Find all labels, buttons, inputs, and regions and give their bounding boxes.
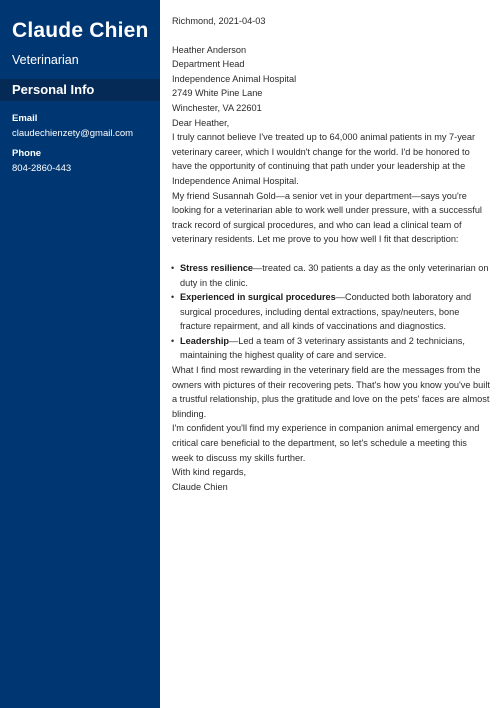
paragraph-2: My friend Susannah Gold—a senior vet in your department—says you're looking for a veterinarian able to work well under pressure, with a successful track record of surgical procedures, and who can lead a clinical team of veterinary residents. Let me prove to you how well I fit that description: (172, 190, 482, 245)
bullet-icon: • (171, 335, 175, 346)
email-value: claudechienzety@gmail.com (12, 128, 134, 139)
bullet-icon: • (171, 262, 175, 273)
recipient-block (172, 43, 490, 116)
qualifications-list (172, 261, 490, 363)
recipient-title: Department Head (172, 59, 245, 70)
sidebar (0, 0, 160, 708)
bullet-title: Leadership (180, 335, 230, 346)
bullet-text: —Conducted both laboratory and surgical procedures, including dental extractions, spay/neuters, bone fracture repairment, and all kinds of vaccinations and diagnostics. (180, 292, 472, 332)
list-item (172, 290, 490, 334)
bullet-title: Experienced in surgical procedures (180, 292, 336, 303)
phone-value: 804-2860-443 (12, 163, 72, 174)
job-title: Veterinarian (12, 53, 79, 67)
recipient-street: 2749 White Pine Lane (172, 88, 263, 99)
recipient-city: Winchester, VA 22601 (172, 102, 262, 113)
list-item (172, 261, 490, 290)
recipient-name: Heather Anderson (172, 44, 247, 55)
personal-info-heading: Personal Info (0, 79, 160, 101)
place-date: Richmond, 2021-04-03 (172, 16, 266, 26)
salutation: Dear Heather, (172, 117, 230, 128)
bullet-text: —Led a team of 3 veterinary assistants and 2 technicians, maintaining the highest quality of care and service. (180, 335, 465, 361)
list-item (172, 334, 490, 363)
paragraph-3: What I find most rewarding in the veterinary field are the messages from the owners with pictures of their recovering pets. That's how you know you've built a trustful relationship, plus the gratitude and love on the pets' faces are almost blinding. (172, 365, 490, 419)
bullet-icon: • (171, 292, 175, 303)
email-label: Email (12, 112, 38, 124)
candidate-name: Claude Chien (12, 19, 149, 42)
bullet-title: Stress resilience (180, 262, 254, 273)
signature: Claude Chien (172, 481, 228, 492)
letter-body (172, 14, 490, 494)
phone-label: Phone (12, 147, 42, 159)
bullet-text: —treated ca. 30 patients a day as the only veterinarian on duty in the clinic. (180, 262, 489, 288)
paragraph-1: I truly cannot believe I've treated up to 64,000 animal patients in my 7-year veterinary career, which I wouldn't change for the world. I'd be honored to have the opportunity of continuing that path under your leadership at the Independence Animal Hospital. (172, 132, 476, 186)
closing: With kind regards, (172, 467, 247, 478)
paragraph-4: I'm confident you'll find my experience in companion animal emergency and critical care beneficial to the department, so let's schedule a meeting this week to discuss my skills further. (172, 423, 480, 463)
recipient-organization: Independence Animal Hospital (172, 73, 297, 84)
